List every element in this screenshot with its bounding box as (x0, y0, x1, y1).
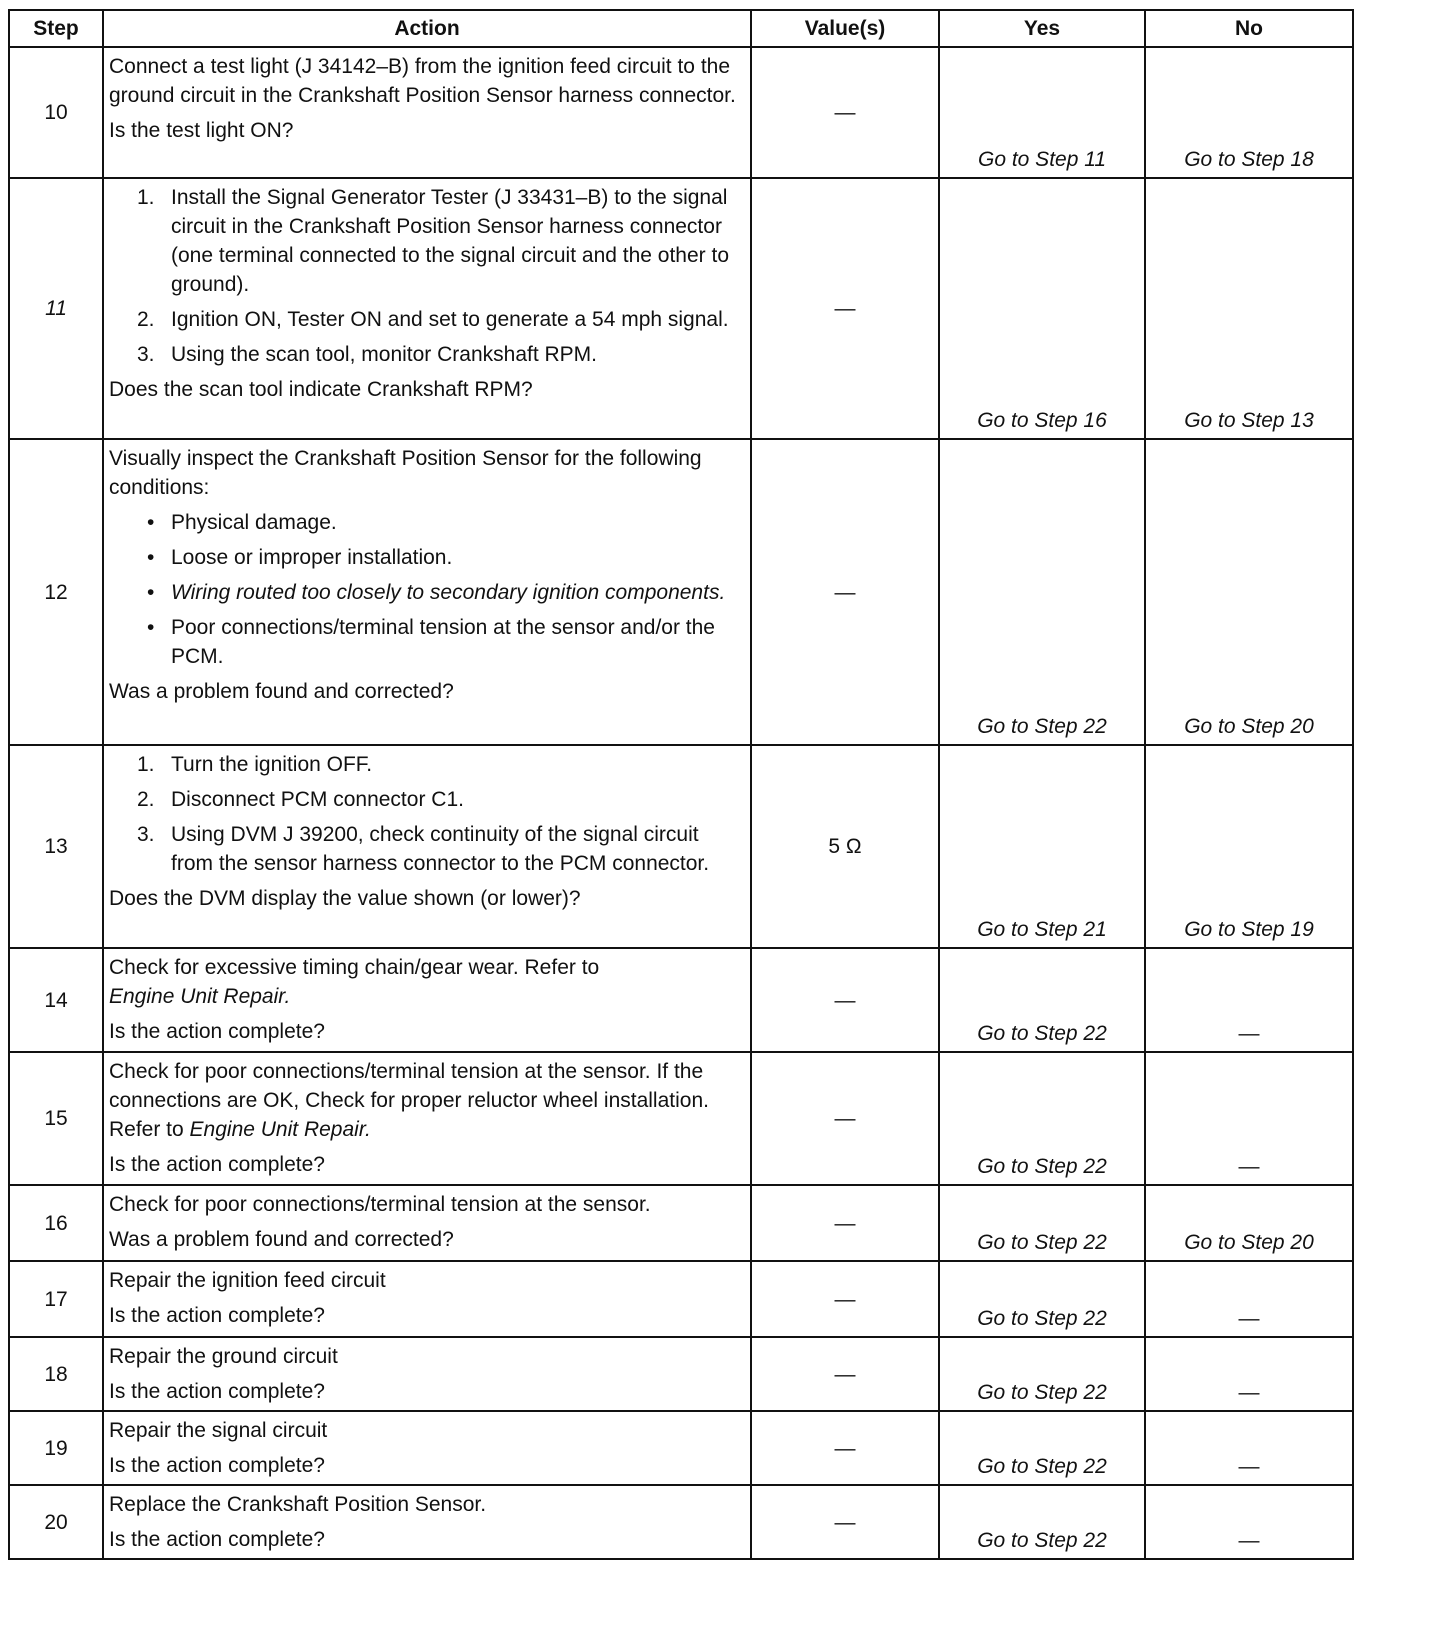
table-row-step-13 (9, 745, 1353, 948)
action-cell (103, 948, 751, 1052)
header-row (9, 10, 1353, 47)
list-item: 3. Using the scan tool, monitor Crankshaft RPM. (137, 343, 598, 366)
action-cell (103, 178, 751, 439)
list-item: • Wiring routed too closely to secondary ignition components. (147, 581, 726, 604)
action-text: Repair the ignition feed circuit (109, 1269, 386, 1292)
value-cell: — (751, 1337, 939, 1411)
step-number: 15 (9, 1052, 103, 1185)
table-row-step-19 (9, 1411, 1353, 1485)
list-item: 1. Install the Signal Generator Tester (J 33431–B) to the signal circuit in the Crankshaft Position Sensor harness connector (one terminal connected to the signal circuit and the other to ground). (137, 186, 729, 296)
step-number: 12 (9, 439, 103, 745)
action-cell (103, 1261, 751, 1337)
action-text: Repair the ground circuit (109, 1345, 338, 1368)
action-text: Check for excessive timing chain/gear wear. Refer to Engine Unit Repair. (109, 956, 600, 1008)
yes-cell: Go to Step 22 (939, 1485, 1145, 1559)
action-text: Repair the signal circuit (109, 1419, 328, 1442)
action-cell (103, 1052, 751, 1185)
value-cell: 5 Ω (751, 745, 939, 948)
step-number: 19 (9, 1411, 103, 1485)
action-text: Check for poor connections/terminal tension at the sensor. (109, 1193, 651, 1216)
action-question: Does the scan tool indicate Crankshaft RPM? (109, 378, 533, 401)
value-cell: — (751, 47, 939, 178)
table-row-step-12 (9, 439, 1353, 745)
yes-cell: Go to Step 21 (939, 745, 1145, 948)
header-yes: Yes (939, 10, 1145, 47)
no-cell: Go to Step 18 (1145, 47, 1353, 178)
value-cell: — (751, 948, 939, 1052)
action-question: Is the action complete? (109, 1020, 325, 1043)
value-cell: — (751, 1261, 939, 1337)
yes-cell: Go to Step 16 (939, 178, 1145, 439)
no-cell: — (1145, 1261, 1353, 1337)
table-row-step-20 (9, 1485, 1353, 1559)
no-cell: Go to Step 19 (1145, 745, 1353, 948)
step-number: 16 (9, 1185, 103, 1261)
header-values: Value(s) (751, 10, 939, 47)
list-item: • Physical damage. (147, 511, 337, 534)
table-row-step-17 (9, 1261, 1353, 1337)
header-action: Action (103, 10, 751, 47)
action-cell (103, 1411, 751, 1485)
step-number: 18 (9, 1337, 103, 1411)
action-text: Visually inspect the Crankshaft Position Sensor for the following conditions: (109, 447, 702, 499)
numbered-list (109, 750, 746, 878)
value-cell: — (751, 178, 939, 439)
yes-cell: Go to Step 22 (939, 948, 1145, 1052)
bullet-list (109, 508, 746, 671)
step-number: 20 (9, 1485, 103, 1559)
value-cell: — (751, 439, 939, 745)
action-question: Was a problem found and corrected? (109, 680, 454, 703)
table-row-step-11 (9, 178, 1353, 439)
no-cell: — (1145, 1485, 1353, 1559)
action-question: Is the action complete? (109, 1153, 325, 1176)
action-text: Replace the Crankshaft Position Sensor. (109, 1493, 487, 1516)
no-cell: Go to Step 20 (1145, 1185, 1353, 1261)
action-question: Is the action complete? (109, 1304, 325, 1327)
list-item: 2. Ignition ON, Tester ON and set to generate a 54 mph signal. (137, 308, 729, 331)
yes-cell: Go to Step 22 (939, 439, 1145, 745)
list-item: • Poor connections/terminal tension at the sensor and/or the PCM. (147, 616, 715, 668)
list-item: 2. Disconnect PCM connector C1. (137, 788, 464, 811)
yes-cell: Go to Step 22 (939, 1185, 1145, 1261)
action-question: Is the action complete? (109, 1454, 325, 1477)
list-item: 1. Turn the ignition OFF. (137, 753, 373, 776)
no-cell: — (1145, 948, 1353, 1052)
no-cell: Go to Step 13 (1145, 178, 1353, 439)
step-number: 17 (9, 1261, 103, 1337)
step-number: 14 (9, 948, 103, 1052)
diagnostic-table-page (8, 9, 1352, 1560)
no-cell: Go to Step 20 (1145, 439, 1353, 745)
reference-link-text: Engine Unit Repair. (189, 1118, 371, 1141)
action-text: Check for poor connections/terminal tension at the sensor. If the connections are OK, Check for proper reluctor wheel installation. Refer to Engine Unit Repair. (109, 1060, 709, 1141)
list-item: 3. Using DVM J 39200, check continuity of the signal circuit from the sensor harness connector to the PCM connector. (137, 823, 710, 875)
table-row-step-15 (9, 1052, 1353, 1185)
list-item: • Loose or improper installation. (147, 546, 453, 569)
yes-cell: Go to Step 11 (939, 47, 1145, 178)
header-no: No (1145, 10, 1353, 47)
step-number: 13 (9, 745, 103, 948)
table-row-step-18 (9, 1337, 1353, 1411)
table-row-step-10 (9, 47, 1353, 178)
header-step: Step (9, 10, 103, 47)
yes-cell: Go to Step 22 (939, 1261, 1145, 1337)
table-row-step-16 (9, 1185, 1353, 1261)
action-cell (103, 745, 751, 948)
diagnostic-table (8, 9, 1354, 1560)
yes-cell: Go to Step 22 (939, 1052, 1145, 1185)
action-question: Does the DVM display the value shown (or lower)? (109, 887, 581, 910)
value-cell: — (751, 1052, 939, 1185)
value-cell: — (751, 1185, 939, 1261)
value-cell: — (751, 1485, 939, 1559)
action-cell (103, 47, 751, 178)
reference-link-text: Engine Unit Repair. (109, 985, 291, 1008)
no-cell: — (1145, 1411, 1353, 1485)
action-cell (103, 1337, 751, 1411)
table-row-step-14 (9, 948, 1353, 1052)
action-question: Is the action complete? (109, 1528, 325, 1551)
yes-cell: Go to Step 22 (939, 1411, 1145, 1485)
numbered-list (109, 183, 746, 369)
action-question: Is the test light ON? (109, 119, 294, 142)
value-cell: — (751, 1411, 939, 1485)
action-text: Connect a test light (J 34142–B) from the ignition feed circuit to the ground circuit in the Crankshaft Position Sensor harness connector. (109, 55, 736, 107)
yes-cell: Go to Step 22 (939, 1337, 1145, 1411)
no-cell: — (1145, 1337, 1353, 1411)
no-cell: — (1145, 1052, 1353, 1185)
step-number: 10 (9, 47, 103, 178)
step-number: 11 (9, 178, 103, 439)
action-question: Was a problem found and corrected? (109, 1228, 454, 1251)
action-cell (103, 439, 751, 745)
action-cell (103, 1185, 751, 1261)
action-question: Is the action complete? (109, 1380, 325, 1403)
action-cell (103, 1485, 751, 1559)
